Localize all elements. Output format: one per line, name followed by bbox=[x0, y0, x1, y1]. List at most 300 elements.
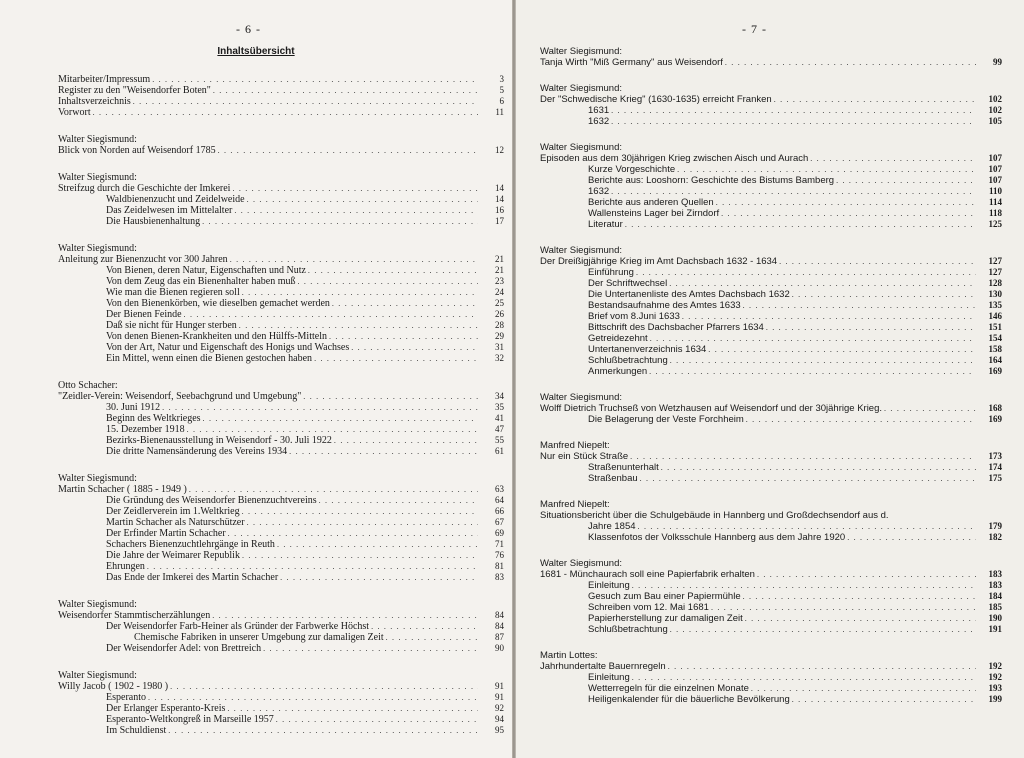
entry-title: Der Zeidlerverein im 1.Weltkrieg bbox=[106, 506, 240, 517]
toc-section bbox=[58, 134, 504, 156]
dot-leader bbox=[212, 610, 478, 621]
entry-page-number: 66 bbox=[495, 506, 504, 516]
entry-page-number: 91 bbox=[495, 681, 504, 691]
entry-page-number: 169 bbox=[988, 414, 1002, 424]
entry-title: Brief vom 8.Juni 1633 bbox=[588, 311, 680, 322]
entry-title: Der "Schwedische Krieg" (1630-1635) erreicht Franken bbox=[540, 94, 772, 105]
toc-entry bbox=[540, 580, 1002, 591]
entry-page-number: 16 bbox=[495, 205, 504, 215]
dot-leader bbox=[334, 435, 478, 446]
dot-leader bbox=[147, 561, 478, 572]
dot-leader bbox=[611, 186, 976, 197]
dot-leader bbox=[329, 331, 478, 342]
dot-leader bbox=[184, 309, 478, 320]
toc-entry bbox=[58, 205, 504, 216]
entry-title: Schachers Bienenzuchtlehrgänge in Reuth bbox=[106, 539, 275, 550]
dot-leader bbox=[289, 446, 478, 457]
toc-entry bbox=[58, 85, 504, 96]
toc-entry bbox=[58, 692, 504, 703]
toc-section bbox=[58, 243, 504, 364]
entry-title: Die Jahre der Weimarer Republik bbox=[106, 550, 240, 561]
entry-page-number: 71 bbox=[495, 539, 504, 549]
entry-page-number: 92 bbox=[495, 703, 504, 713]
entry-page-number: 31 bbox=[495, 342, 504, 352]
toc-entry bbox=[540, 186, 1002, 197]
dot-leader bbox=[189, 484, 478, 495]
toc-section bbox=[540, 499, 1002, 543]
toc-entry bbox=[58, 681, 504, 692]
entry-page-number: 146 bbox=[988, 311, 1002, 321]
entry-page-number: 175 bbox=[988, 473, 1002, 483]
dot-leader bbox=[170, 681, 478, 692]
dot-leader bbox=[218, 145, 478, 156]
entry-page-number: 12 bbox=[495, 145, 504, 155]
entry-title: Von den Bienenkörben, wie dieselben gemachet werden bbox=[106, 298, 330, 309]
entry-page-number: 127 bbox=[988, 267, 1002, 277]
toc-entry bbox=[540, 153, 1002, 164]
entry-page-number: 154 bbox=[988, 333, 1002, 343]
dot-leader bbox=[276, 714, 478, 725]
entry-title: Tanja Wirth "Miß Germany" aus Weisendorf bbox=[540, 57, 723, 68]
entry-title: Straßenunterhalt bbox=[588, 462, 659, 473]
entry-page-number: 41 bbox=[495, 413, 504, 423]
toc-entry bbox=[58, 287, 504, 298]
dot-leader bbox=[234, 205, 478, 216]
entry-title: Die Gründung des Weisendorfer Bienenzuchtvereins bbox=[106, 495, 317, 506]
dot-leader bbox=[213, 85, 478, 96]
dot-leader bbox=[630, 451, 976, 462]
entry-page-number: 34 bbox=[495, 391, 504, 401]
entry-title: Wetterregeln für die einzelnen Monate bbox=[588, 683, 749, 694]
toc-entry bbox=[58, 74, 504, 85]
entry-title: Wallensteins Lager bei Zirndorf bbox=[588, 208, 720, 219]
entry-title: 1681 - Münchaurach soll eine Papierfabrik erhalten bbox=[540, 569, 755, 580]
entry-title: Von Bienen, deren Natur, Eigenschaften und Nutz bbox=[106, 265, 306, 276]
toc-entry bbox=[540, 116, 1002, 127]
entry-page-number: 127 bbox=[988, 256, 1002, 266]
dot-leader bbox=[611, 105, 976, 116]
dot-leader bbox=[677, 164, 976, 175]
entry-page-number: 107 bbox=[988, 175, 1002, 185]
dot-leader bbox=[280, 572, 478, 583]
entry-page-number: 128 bbox=[988, 278, 1002, 288]
dot-leader bbox=[227, 703, 478, 714]
section-author: Walter Siegismund: bbox=[58, 670, 137, 681]
dot-leader bbox=[745, 613, 976, 624]
toc-entry bbox=[58, 446, 504, 457]
entry-page-number: 29 bbox=[495, 331, 504, 341]
section-author: Manfred Niepelt: bbox=[540, 440, 610, 451]
toc-entry bbox=[540, 683, 1002, 694]
entry-title: Im Schuldienst bbox=[106, 725, 167, 736]
entry-title: Der Weisendorfer Farb-Heiner als Gründer der Farbwerke Höchst bbox=[106, 621, 370, 632]
dot-leader bbox=[152, 74, 478, 85]
toc-entry bbox=[58, 254, 504, 265]
toc-entry bbox=[540, 403, 1002, 414]
dot-leader bbox=[632, 672, 976, 683]
section-author: Walter Siegismund: bbox=[58, 134, 137, 145]
entry-title: Situationsbericht über die Schulgebäude in Hannberg und Großdechsendorf aus d. bbox=[540, 510, 889, 521]
entry-title: Das Zeidelwesen im Mittelalter bbox=[106, 205, 233, 216]
toc-entry bbox=[540, 344, 1002, 355]
entry-page-number: 102 bbox=[988, 105, 1002, 115]
entry-page-number: 84 bbox=[495, 621, 504, 631]
entry-page-number: 114 bbox=[988, 197, 1002, 207]
dot-leader bbox=[148, 692, 478, 703]
right-page bbox=[516, 0, 1024, 758]
entry-title: Ein Mittel, wenn einen die Bienen gestochen haben bbox=[106, 353, 313, 364]
entry-page-number: 67 bbox=[495, 517, 504, 527]
dot-leader bbox=[247, 194, 478, 205]
entry-page-number: 151 bbox=[988, 322, 1002, 332]
dot-leader bbox=[277, 539, 478, 550]
dot-leader bbox=[162, 402, 478, 413]
entry-title: Heiligenkalender für die bäuerliche Bevölkerung bbox=[588, 694, 790, 705]
dot-leader bbox=[716, 197, 976, 208]
entry-title: Register zu den "Weisendorfer Boten" bbox=[58, 85, 211, 96]
toc-entry bbox=[540, 661, 1002, 672]
entry-title: Der Weisendorfer Adel: von Brettreich bbox=[106, 643, 262, 654]
dot-leader bbox=[263, 643, 478, 654]
toc-entry bbox=[540, 591, 1002, 602]
toc-entry bbox=[58, 703, 504, 714]
table-of-contents bbox=[540, 46, 1002, 720]
entry-page-number: 61 bbox=[495, 446, 504, 456]
entry-title: Jahrhundertalte Bauernregeln bbox=[540, 661, 666, 672]
entry-title: Einführung bbox=[588, 267, 634, 278]
toc-entry bbox=[58, 714, 504, 725]
dot-leader bbox=[636, 267, 976, 278]
entry-title: Die Untertanenliste des Amtes Dachsbach 1632 bbox=[588, 289, 790, 300]
dot-leader bbox=[708, 344, 976, 355]
entry-title: Die dritte Namensänderung des Vereins 1934 bbox=[106, 446, 288, 457]
entry-page-number: 191 bbox=[988, 624, 1002, 634]
entry-page-number: 69 bbox=[495, 528, 504, 538]
toc-entry bbox=[540, 569, 1002, 580]
toc-section bbox=[540, 245, 1002, 377]
entry-page-number: 185 bbox=[988, 602, 1002, 612]
entry-page-number: 164 bbox=[988, 355, 1002, 365]
toc-entry bbox=[540, 366, 1002, 377]
dot-leader bbox=[230, 254, 478, 265]
dot-leader bbox=[751, 683, 976, 694]
toc-entry bbox=[58, 561, 504, 572]
toc-entry bbox=[540, 462, 1002, 473]
dot-leader bbox=[682, 311, 976, 322]
entry-title: Schlußbetrachtung bbox=[588, 355, 668, 366]
toc-entry bbox=[58, 643, 504, 654]
entry-title: Berichte aus anderen Quellen bbox=[588, 197, 714, 208]
toc-entry bbox=[58, 572, 504, 583]
toc-entry bbox=[540, 414, 1002, 425]
dot-leader bbox=[668, 661, 976, 672]
section-author: Walter Siegismund: bbox=[58, 172, 137, 183]
dot-leader bbox=[319, 495, 478, 506]
dot-leader bbox=[725, 57, 976, 68]
entry-page-number: 168 bbox=[988, 403, 1002, 413]
toc-entry bbox=[540, 219, 1002, 230]
entry-title: Berichte aus: Looshorn: Geschichte des Bistums Bamberg bbox=[588, 175, 835, 186]
section-author: Walter Siegismund: bbox=[58, 473, 137, 484]
entry-page-number: 174 bbox=[988, 462, 1002, 472]
dot-leader bbox=[239, 320, 478, 331]
entry-title: "Zeidler-Verein: Weisendorf, Seebachgrund und Umgebung" bbox=[58, 391, 302, 402]
toc-entry bbox=[58, 298, 504, 309]
entry-page-number: 94 bbox=[495, 714, 504, 724]
entry-page-number: 158 bbox=[988, 344, 1002, 354]
entry-title: Blick von Norden auf Weisendorf 1785 bbox=[58, 145, 216, 156]
dot-leader bbox=[632, 580, 976, 591]
entry-page-number: 63 bbox=[495, 484, 504, 494]
toc-entry bbox=[540, 694, 1002, 705]
toc-entry bbox=[58, 435, 504, 446]
toc-entry bbox=[540, 197, 1002, 208]
entry-page-number: 107 bbox=[988, 164, 1002, 174]
toc-entry bbox=[540, 624, 1002, 635]
section-author: Otto Schacher: bbox=[58, 380, 118, 391]
entry-title: Wolff Dietrich Truchseß von Wetzhausen auf Weisendorf und der 30jährige Krieg. bbox=[540, 403, 883, 414]
entry-page-number: 90 bbox=[495, 643, 504, 653]
entry-title: 15. Dezember 1918 bbox=[106, 424, 185, 435]
toc-section bbox=[540, 83, 1002, 127]
dot-leader bbox=[202, 216, 478, 227]
toc-entry bbox=[540, 256, 1002, 267]
toc-entry bbox=[540, 532, 1002, 543]
entry-title: Der Dreißigjährige Krieg im Amt Dachsbach 1632 - 1634 bbox=[540, 256, 778, 267]
entry-page-number: 76 bbox=[495, 550, 504, 560]
entry-title: Von dem Zeug das ein Bienenhalter haben muß bbox=[106, 276, 296, 287]
dot-leader bbox=[810, 153, 976, 164]
toc-entry bbox=[540, 57, 1002, 68]
toc-entry bbox=[58, 309, 504, 320]
entry-page-number: 28 bbox=[495, 320, 504, 330]
toc-entry bbox=[58, 276, 504, 287]
toc-entry bbox=[58, 528, 504, 539]
entry-page-number: 173 bbox=[988, 451, 1002, 461]
entry-title: Die Hausbienenhaltung bbox=[106, 216, 201, 227]
entry-page-number: 183 bbox=[988, 580, 1002, 590]
dot-leader bbox=[93, 107, 478, 118]
dot-leader bbox=[242, 287, 478, 298]
entry-page-number: 81 bbox=[495, 561, 504, 571]
entry-title: Episoden aus dem 30jährigen Krieg zwischen Aisch und Aurach bbox=[540, 153, 809, 164]
toc-entry bbox=[540, 311, 1002, 322]
entry-title: Daß sie nicht für Hunger sterben bbox=[106, 320, 237, 331]
entry-page-number: 125 bbox=[988, 219, 1002, 229]
dot-leader bbox=[168, 725, 478, 736]
entry-page-number: 6 bbox=[499, 96, 504, 106]
entry-page-number: 24 bbox=[495, 287, 504, 297]
entry-title: 30. Juni 1912 bbox=[106, 402, 161, 413]
entry-title: Jahre 1854 bbox=[588, 521, 636, 532]
dot-leader bbox=[638, 521, 976, 532]
entry-title: Straßenbau bbox=[588, 473, 638, 484]
toc-entry bbox=[58, 413, 504, 424]
toc-entry bbox=[58, 96, 504, 107]
toc-entry bbox=[540, 355, 1002, 366]
toc-section bbox=[58, 172, 504, 227]
toc-entry bbox=[540, 289, 1002, 300]
toc-entry bbox=[540, 672, 1002, 683]
entry-page-number: 190 bbox=[988, 613, 1002, 623]
entry-page-number: 64 bbox=[495, 495, 504, 505]
entry-page-number: 169 bbox=[988, 366, 1002, 376]
entry-page-number: 23 bbox=[495, 276, 504, 286]
toc-entry bbox=[540, 175, 1002, 186]
dot-leader bbox=[298, 276, 479, 287]
entry-title: Bestandsaufnahme des Amtes 1633 bbox=[588, 300, 741, 311]
toc-entry bbox=[58, 725, 504, 736]
dot-leader bbox=[625, 219, 976, 230]
toc-entry bbox=[540, 164, 1002, 175]
entry-title: Der Bienen Feinde bbox=[106, 309, 182, 320]
toc-entry bbox=[58, 539, 504, 550]
entry-page-number: 21 bbox=[495, 265, 504, 275]
entry-page-number: 91 bbox=[495, 692, 504, 702]
entry-page-number: 32 bbox=[495, 353, 504, 363]
section-author: Walter Siegismund: bbox=[540, 558, 623, 569]
entry-page-number: 3 bbox=[499, 74, 504, 84]
entry-title: Nur ein Stück Straße bbox=[540, 451, 629, 462]
dot-leader bbox=[743, 300, 976, 311]
toc-entry bbox=[58, 517, 504, 528]
toc-section bbox=[540, 650, 1002, 705]
dot-leader bbox=[386, 632, 478, 643]
entry-page-number: 107 bbox=[988, 153, 1002, 163]
toc-entry bbox=[58, 353, 504, 364]
entry-title: Vorwort bbox=[58, 107, 91, 118]
entry-page-number: 83 bbox=[495, 572, 504, 582]
dot-leader bbox=[669, 278, 976, 289]
dot-leader bbox=[711, 602, 976, 613]
toc-section bbox=[58, 380, 504, 457]
dot-leader bbox=[774, 94, 976, 105]
dot-leader bbox=[779, 256, 976, 267]
dot-leader bbox=[351, 342, 478, 353]
toc-entry bbox=[540, 613, 1002, 624]
toc-section bbox=[540, 392, 1002, 425]
dot-leader bbox=[308, 265, 478, 276]
dot-leader bbox=[303, 391, 478, 402]
dot-leader bbox=[746, 414, 976, 425]
dot-leader bbox=[371, 621, 478, 632]
entry-title: 1632 bbox=[588, 116, 610, 127]
entry-page-number: 110 bbox=[988, 186, 1002, 196]
section-author: Walter Siegismund: bbox=[540, 392, 623, 403]
dot-leader bbox=[743, 591, 976, 602]
toc-entry bbox=[58, 342, 504, 353]
entry-page-number: 183 bbox=[988, 569, 1002, 579]
toc-entry bbox=[540, 278, 1002, 289]
dot-leader bbox=[640, 473, 976, 484]
entry-title: Untertanenverzeichnis 1634 bbox=[588, 344, 707, 355]
section-author: Walter Siegismund: bbox=[540, 245, 623, 256]
entry-page-number: 130 bbox=[988, 289, 1002, 299]
dot-leader bbox=[670, 624, 976, 635]
entry-title: Waldbienenzucht und Zeidelweide bbox=[106, 194, 245, 205]
toc-entry bbox=[58, 550, 504, 561]
entry-title: Die Belagerung der Veste Forchheim bbox=[588, 414, 744, 425]
dot-leader bbox=[242, 506, 478, 517]
toc-entry bbox=[540, 333, 1002, 344]
toc-entry bbox=[58, 391, 504, 402]
toc-entry bbox=[540, 510, 1002, 521]
toc-entry bbox=[58, 506, 504, 517]
entry-title: Anleitung zur Bienenzucht vor 300 Jahren bbox=[58, 254, 228, 265]
page-title: Inhaltsübersicht bbox=[217, 46, 295, 57]
entry-page-number: 47 bbox=[495, 424, 504, 434]
toc-entry bbox=[58, 632, 504, 643]
page-number: - 7 - bbox=[742, 22, 767, 36]
toc-entry bbox=[58, 424, 504, 435]
entry-title: Willy Jacob ( 1902 - 1980 ) bbox=[58, 681, 169, 692]
dot-leader bbox=[314, 353, 478, 364]
dot-leader bbox=[847, 532, 976, 543]
dot-leader bbox=[187, 424, 478, 435]
entry-title: 1632 bbox=[588, 186, 610, 197]
dot-leader bbox=[757, 569, 976, 580]
toc-section bbox=[58, 74, 504, 118]
entry-title: Weisendorfer Stammtischerzählungen bbox=[58, 610, 211, 621]
toc-entry bbox=[58, 610, 504, 621]
entry-page-number: 179 bbox=[988, 521, 1002, 531]
entry-title: Schreiben vom 12. Mai 1681 bbox=[588, 602, 709, 613]
entry-page-number: 95 bbox=[495, 725, 504, 735]
dot-leader bbox=[836, 175, 976, 186]
entry-title: Inhaltsverzeichnis bbox=[58, 96, 131, 107]
entry-title: 1631 bbox=[588, 105, 610, 116]
entry-page-number: 184 bbox=[988, 591, 1002, 601]
entry-title: Beginn des Weltkrieges bbox=[106, 413, 201, 424]
entry-page-number: 5 bbox=[499, 85, 504, 95]
entry-page-number: 118 bbox=[988, 208, 1002, 218]
entry-title: Ehrungen bbox=[106, 561, 145, 572]
toc-entry bbox=[58, 495, 504, 506]
toc-entry bbox=[58, 484, 504, 495]
dot-leader bbox=[661, 462, 976, 473]
dot-leader bbox=[611, 116, 976, 127]
entry-page-number: 35 bbox=[495, 402, 504, 412]
page-number: - 6 - bbox=[236, 22, 261, 36]
toc-entry bbox=[540, 322, 1002, 333]
section-author: Manfred Niepelt: bbox=[540, 499, 610, 510]
entry-page-number: 199 bbox=[988, 694, 1002, 704]
dot-leader bbox=[792, 289, 976, 300]
dot-leader bbox=[232, 183, 478, 194]
entry-title: Anmerkungen bbox=[588, 366, 648, 377]
section-author: Martin Lottes: bbox=[540, 650, 598, 661]
dot-leader bbox=[721, 208, 976, 219]
entry-title: Mitarbeiter/Impressum bbox=[58, 74, 151, 85]
section-author: Walter Siegismund: bbox=[58, 243, 137, 254]
entry-page-number: 21 bbox=[495, 254, 504, 264]
toc-entry bbox=[540, 521, 1002, 532]
entry-page-number: 135 bbox=[988, 300, 1002, 310]
entry-page-number: 193 bbox=[988, 683, 1002, 693]
toc-entry bbox=[58, 107, 504, 118]
section-author: Walter Siegismund: bbox=[540, 46, 623, 57]
toc-entry bbox=[540, 602, 1002, 613]
entry-title: Getreidezehnt bbox=[588, 333, 648, 344]
dot-leader bbox=[670, 355, 976, 366]
entry-title: Papierherstellung zur damaligen Zeit bbox=[588, 613, 743, 624]
toc-entry bbox=[540, 208, 1002, 219]
toc-section bbox=[540, 558, 1002, 635]
dot-leader bbox=[203, 413, 478, 424]
toc-section bbox=[540, 142, 1002, 230]
entry-page-number: 11 bbox=[495, 107, 504, 117]
toc-entry bbox=[58, 183, 504, 194]
